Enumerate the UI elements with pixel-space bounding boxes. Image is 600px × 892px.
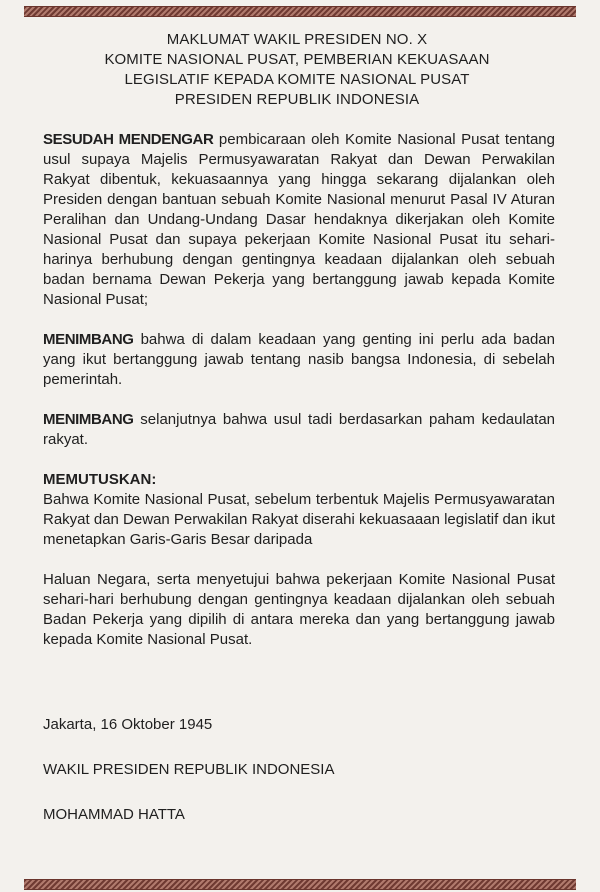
- title-line: LEGISLATIF KEPADA KOMITE NASIONAL PUSAT: [124, 71, 470, 88]
- place-date: Jakarta, 16 Oktober 1945: [43, 716, 213, 733]
- decorative-border-top: [24, 6, 576, 17]
- signatory-name: MOHAMMAD HATTA: [43, 806, 185, 823]
- title-line: PRESIDEN REPUBLIK INDONESIA: [174, 91, 420, 108]
- document-title: [23, 30, 571, 110]
- paragraph-text: selanjutnya bahwa usul tadi berdasarkan paham kedaulatan rakyat.: [43, 411, 555, 448]
- paragraph-menimbang-2: [43, 410, 555, 450]
- paragraph-haluan-negara: Haluan Negara, serta menyetujui bahwa pekerjaan Komite Nasional Pusat sehari-hari berhubung dengan gentingnya keadaan dijalankan oleh sebuah Badan Pekerja yang dipilih di antara mereka dan yang bertanggung jawab kepada Komite Nasional Pusat.: [43, 571, 555, 648]
- title-line: KOMITE NASIONAL PUSAT, PEMBERIAN KEKUASAAN: [104, 51, 490, 68]
- paragraph-lead: MENIMBANG: [43, 411, 134, 428]
- paragraph-memutuskan: Bahwa Komite Nasional Pusat, sebelum terbentuk Majelis Permusyawaratan Rakyat dan Dewan Perwakilan Rakyat diserahi kekuasaaan legislatif dan ikut menetapkan Garis-Garis Besar daripada: [43, 491, 555, 548]
- paragraph-menimbang-1: [43, 330, 555, 390]
- paragraph-text: bahwa di dalam keadaan yang genting ini perlu ada badan yang ikut bertanggung jawab tentang nasib bangsa Indonesia, di sebelah pemerintah.: [43, 331, 555, 388]
- paragraph-sesudah-mendengar: [43, 130, 555, 310]
- memutuskan-heading: MEMUTUSKAN:: [43, 471, 157, 488]
- title-line: MAKLUMAT WAKIL PRESIDEN NO. X: [166, 31, 428, 48]
- paragraph-lead: MENIMBANG: [43, 331, 134, 348]
- paragraph-text: pembicaraan oleh Komite Nasional Pusat tentang usul supaya Majelis Permusyawaratan Rakyat dan Dewan Perwakilan Rakyat dibentuk, kekuasaannya yang hingga sekarang dijalankan oleh Presiden dengan bantuan sebuah Komite Nasional menurut Pasal IV Aturan Peralihan dan Undang-Undang Dasar hendaknya dikerjakan oleh Komite Nasional Pusat dan supaya pekerjaan Komite Nasional Pusat itu sehari-harinya berhubung dengan gentingnya keadaan dijalankan oleh sebuah badan bernama Dewan Pekerja yang bertanggung jawab kepada Komite Nasional Pusat;: [43, 131, 555, 308]
- decorative-border-bottom: [24, 879, 576, 890]
- paragraph-lead: SESUDAH MENDENGAR: [43, 131, 214, 148]
- decree-document: [43, 30, 555, 825]
- signatory-office: WAKIL PRESIDEN REPUBLIK INDONESIA: [43, 761, 335, 778]
